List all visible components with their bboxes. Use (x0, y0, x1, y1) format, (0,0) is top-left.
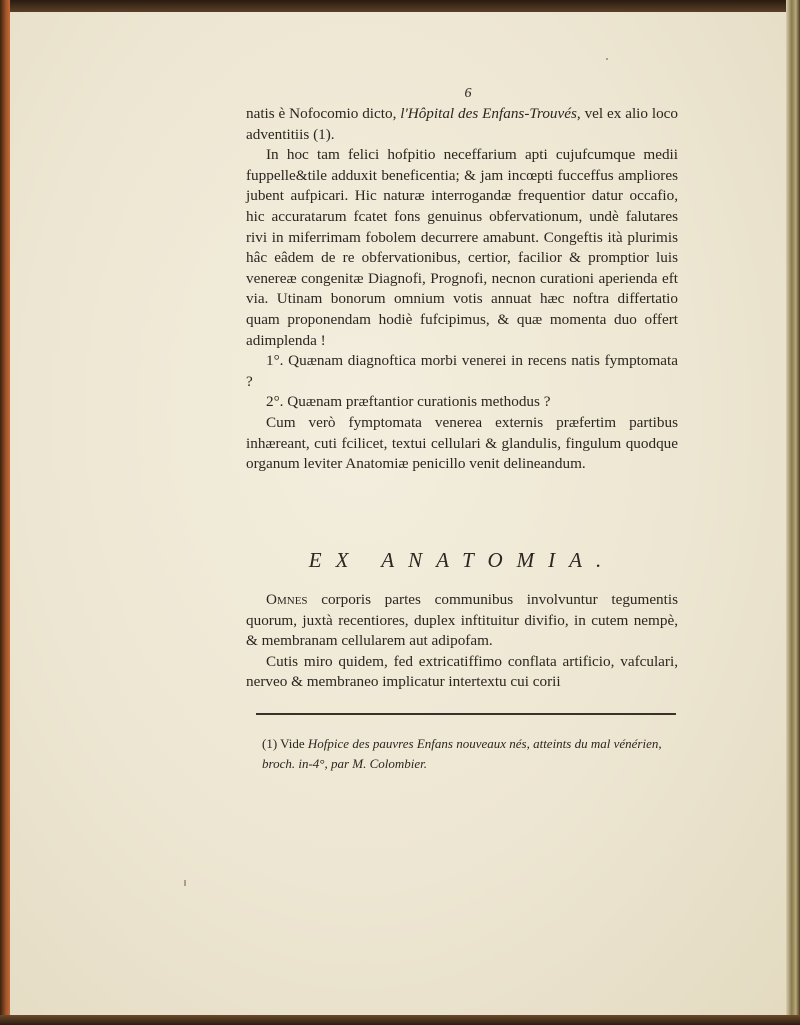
paragraph-4-text: corporis partes communibus involvuntur tegumentis quorum, juxtà recentiores, duplex inftituitur divifio, in cutem nempè, & membranam cellularem aut adipofam. (246, 591, 678, 650)
page-number: 6 (464, 86, 472, 101)
top-binding-edge (0, 0, 800, 12)
hospital-name-italic: l'Hôpital des Enfans-Trouvés (400, 105, 577, 122)
paragraph-4 (246, 590, 678, 652)
section-title: EX ANATOMIA. (308, 548, 616, 572)
body-text (246, 104, 678, 475)
paragraph-5: Cutis miro quidem, fed extricatiffimo conflata artificio, vafculari, nerveo & membraneo implicatur intertextu cui corii (246, 652, 678, 691)
question-1: 1°. Quænam diagnoftica morbi venerei in recens natis fymptomata ? (246, 352, 678, 390)
anatomy-text (246, 590, 678, 693)
footnote-reference: Hofpice des pauvres Enfans nouveaux nés, atteints du mal vénérien, broch. in-4°, par M. Colombier. (262, 736, 662, 771)
ink-speck (184, 880, 186, 886)
left-binding-edge (0, 0, 10, 1025)
paragraph-2: In hoc tam felici hofpitio neceffarium apti cujufcumque medii fuppelle&tile adduxit beneficentia; & jam incœpti fucceffus ampliores jubent aufpicari. Hic naturæ interrogandæ frequentior datur occafio, hic accuratarum fcatet fons genuinus obfervationum, undè falutares rivi in miferrimam fobolem decurrere amabunt. Congeftis ità plurimis hâc eâdem de re obfervationibus, certior, facilior & promptior luis venereæ congenitæ Diagnofi, Prognofi, necnon curationi aperienda eft via. Utinam bonorum omnium votis annuat hæc noftra differtatio quam proponendam hodiè fufcipimus, & quæ momenta duo offert adimplenda ! (246, 146, 678, 349)
paragraph-3: Cum verò fymptomata venerea externis præfertim partibus inhæreant, cuti fcilicet, textui cellulari & glandulis, fingulum quodque organum leviter Anatomiæ penicillo venit delineandum. (246, 413, 678, 473)
footnote-lead: (1) Vide (262, 736, 308, 751)
paragraph-4-lead-word: Omnes (266, 591, 308, 608)
paragraph-1-text-c: , vel ex alio loco adventitiis (1). (246, 105, 679, 143)
paragraph-1 (246, 104, 678, 145)
footnote-rule (256, 713, 676, 715)
bottom-binding-edge (0, 1015, 800, 1025)
question-2: 2°. Quænam præftantior curationis methodus ? (266, 393, 551, 411)
ink-speck (606, 58, 608, 60)
paragraph-1-text-a: natis è Nofocomio dicto, (246, 105, 401, 122)
right-page-stack-edge (786, 0, 800, 1025)
footnote (262, 734, 682, 774)
